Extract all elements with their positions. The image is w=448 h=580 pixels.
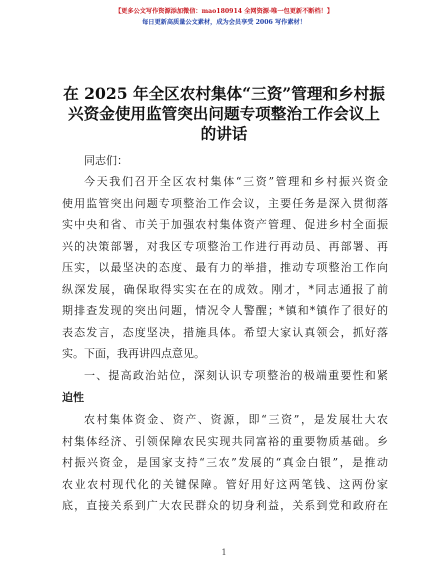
paragraph-line: 底，直接关系到广大农民群众的切身利益，关系到党和政府在	[62, 499, 388, 512]
paragraph-line: 农村集体资金、资产、资源，即“三资”，是发展壮大农	[84, 413, 388, 426]
paragraph-section-1	[62, 409, 388, 517]
paragraph-line: 实。下面，我再讲四点意见。	[62, 347, 205, 360]
title-line: 在 2025 年全区农村集体“三资”管理和乡村振	[63, 84, 385, 103]
heading-line: 迫性	[62, 390, 84, 404]
salutation	[62, 150, 388, 172]
paragraph-opening	[62, 171, 388, 365]
title-line: 兴资金使用监管突出问题专项整治工作会议上	[68, 104, 380, 123]
salutation-text: 同志们：	[84, 154, 128, 167]
paragraph-line: 压实，以最坚决的态度、最有力的举措，推动专项整治工作向	[62, 261, 388, 274]
paragraph-line: 今天我们召开全区农村集体“三资”管理和乡村振兴资金	[84, 175, 388, 188]
page-number: 1	[221, 548, 227, 557]
promo-banner-line-2: 每日更新高质量公文素材，成为会员享受 2006 写作素材！	[142, 19, 306, 26]
title-line: 的讲话	[200, 124, 248, 143]
heading-line: 一、提高政治站位，深刻认识专项整治的极端重要性和紧	[84, 369, 388, 382]
paragraph-line: 村集体经济、引领保障农民实现共同富裕的重要物质基础。乡	[62, 434, 388, 448]
paragraph-line: 表态发言，态度坚决，措施具体。希望大家认真领会，抓好落	[62, 325, 388, 339]
paragraph-line: 使用监管突出问题专项整治工作会议，主要任务是深入贯彻落	[62, 196, 388, 210]
promo-banner-line-1: 【更多公文写作资源添加微信：mao180914 全网资源·唯一包更新不断档！】	[114, 8, 334, 15]
paragraph-line: 兴的决策部署，对我区专项整治工作进行再动员、再部署、再	[62, 239, 388, 253]
paragraph-line: 期排查发现的突出问题，情况令人警醒；*镇和*镇作了很好的	[62, 304, 388, 317]
section-heading-1	[62, 365, 388, 408]
paragraph-line: 村振兴资金，是国家支持“三农”发展的“真金白银”，是推动	[62, 456, 388, 469]
document-title	[50, 84, 398, 144]
paragraph-line: 农业农村现代化的关键保障。管好用好这两笔钱、这两份家	[62, 477, 388, 491]
paragraph-line: 纵深发展，确保取得实实在在的成效。刚才，*同志通报了前	[62, 282, 388, 296]
paragraph-line: 实中央和省、市关于加强农村集体资产管理、促进乡村全面振	[62, 218, 388, 231]
